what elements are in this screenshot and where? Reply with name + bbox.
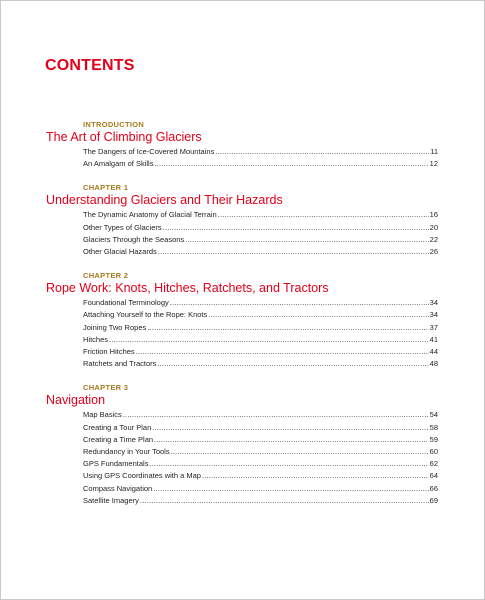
entry-name: Creating a Tour Plan bbox=[83, 422, 152, 432]
section-kicker: CHAPTER 3 bbox=[83, 383, 129, 393]
section-title[interactable]: Understanding Glaciers and Their Hazards bbox=[46, 193, 283, 208]
toc-entry[interactable] bbox=[83, 358, 438, 370]
toc-entry[interactable] bbox=[83, 458, 438, 470]
entry-page: 59 bbox=[429, 434, 438, 444]
entry-name: Friction Hitches bbox=[83, 347, 135, 357]
entry-page: 48 bbox=[429, 359, 438, 369]
entry-page: 62 bbox=[429, 459, 438, 469]
leader-dots bbox=[149, 458, 428, 470]
leader-dots bbox=[185, 234, 428, 246]
toc-entry[interactable] bbox=[83, 422, 438, 434]
leader-dots bbox=[109, 334, 429, 346]
section-kicker: INTRODUCTION bbox=[83, 120, 145, 129]
section-title[interactable]: The Art of Climbing Glaciers bbox=[46, 130, 202, 144]
leader-dots bbox=[140, 495, 429, 507]
toc-section-introduction bbox=[46, 120, 438, 170]
toc-section-chapter-3 bbox=[46, 383, 438, 507]
entry-name: Compass Navigation bbox=[83, 483, 153, 493]
entry-name: Hitches bbox=[83, 334, 109, 344]
entry-page: 64 bbox=[429, 471, 438, 481]
leader-dots bbox=[163, 222, 429, 234]
toc-entry[interactable] bbox=[83, 246, 438, 258]
leader-dots bbox=[218, 209, 429, 221]
toc-entry[interactable] bbox=[83, 495, 438, 507]
leader-dots bbox=[147, 322, 428, 334]
toc-entry[interactable] bbox=[83, 209, 438, 221]
leader-dots bbox=[157, 358, 428, 370]
entry-page: 66 bbox=[429, 483, 438, 493]
entry-page: 26 bbox=[429, 247, 438, 257]
entry-name: Map Basics bbox=[83, 410, 122, 420]
entry-name: Attaching Yourself to the Rope: Knots bbox=[83, 310, 208, 320]
toc-entry[interactable] bbox=[83, 470, 438, 482]
leader-dots bbox=[136, 346, 429, 358]
entry-page: 22 bbox=[429, 234, 438, 244]
entry-page: 12 bbox=[429, 159, 438, 169]
entry-name: Foundational Terminology bbox=[83, 298, 169, 308]
entry-page: 44 bbox=[429, 347, 438, 357]
leader-dots bbox=[154, 158, 428, 170]
entry-name: Glaciers Through the Seasons bbox=[83, 234, 185, 244]
toc-entry[interactable] bbox=[83, 234, 438, 246]
entry-name: An Amalgam of Skills bbox=[83, 159, 154, 169]
toc-entry[interactable] bbox=[83, 297, 438, 309]
toc-entry[interactable] bbox=[83, 158, 438, 170]
leader-dots bbox=[170, 297, 429, 309]
leader-dots bbox=[208, 309, 428, 321]
leader-dots bbox=[153, 483, 428, 495]
leader-dots bbox=[158, 246, 429, 258]
entry-name: Other Glacial Hazards bbox=[83, 247, 157, 257]
entry-name: Satellite Imagery bbox=[83, 495, 139, 505]
leader-dots bbox=[202, 470, 429, 482]
entry-name: The Dynamic Anatomy of Glacial Terrain bbox=[83, 210, 217, 220]
toc-section-chapter-1 bbox=[46, 183, 438, 258]
toc-entry[interactable] bbox=[83, 346, 438, 358]
entry-name: Other Types of Glaciers bbox=[83, 222, 162, 232]
leader-dots bbox=[123, 409, 429, 421]
entry-page: 11 bbox=[430, 147, 438, 156]
entry-page: 34 bbox=[429, 310, 438, 320]
leader-dots bbox=[154, 434, 429, 446]
entry-page: 69 bbox=[429, 495, 438, 505]
toc-entry[interactable] bbox=[83, 222, 438, 234]
entry-name: Using GPS Coordinates with a Map bbox=[83, 471, 201, 481]
entry-page: 34 bbox=[429, 298, 438, 308]
page-title: CONTENTS bbox=[45, 57, 135, 74]
entry-name: GPS Fundamentals bbox=[83, 459, 149, 469]
toc-entry[interactable] bbox=[83, 322, 438, 334]
leader-dots bbox=[215, 146, 429, 158]
toc-entry[interactable] bbox=[83, 409, 438, 421]
toc-entry[interactable] bbox=[83, 483, 438, 495]
leader-dots bbox=[152, 422, 428, 434]
entry-page: 60 bbox=[429, 447, 438, 457]
section-title[interactable]: Rope Work: Knots, Hitches, Ratchets, and Tractors bbox=[46, 281, 329, 296]
entry-page: 54 bbox=[429, 410, 438, 420]
leader-dots bbox=[171, 446, 429, 458]
entry-page: 20 bbox=[429, 222, 438, 232]
entry-name: Creating a Time Plan bbox=[83, 434, 154, 444]
entry-page: 37 bbox=[429, 322, 438, 332]
entry-page: 41 bbox=[429, 334, 438, 344]
toc-entry[interactable] bbox=[83, 334, 438, 346]
table-of-contents bbox=[46, 120, 438, 520]
section-title[interactable]: Navigation bbox=[46, 393, 106, 408]
entry-name: Ratchets and Tractors bbox=[83, 359, 157, 369]
entry-name: Redundancy in Your Tools bbox=[83, 447, 170, 457]
entry-page: 16 bbox=[429, 210, 438, 220]
toc-entry[interactable] bbox=[83, 309, 438, 321]
entry-page: 58 bbox=[429, 422, 438, 432]
toc-entry[interactable] bbox=[83, 434, 438, 446]
toc-entry[interactable] bbox=[83, 446, 438, 458]
toc-entry[interactable] bbox=[83, 146, 438, 158]
toc-section-chapter-2 bbox=[46, 271, 438, 370]
entry-name: Joining Two Ropes bbox=[83, 322, 147, 332]
section-kicker: CHAPTER 1 bbox=[83, 183, 129, 193]
section-kicker: CHAPTER 2 bbox=[83, 271, 129, 281]
entry-name: The Dangers of Ice-Covered Mountains bbox=[83, 147, 215, 156]
